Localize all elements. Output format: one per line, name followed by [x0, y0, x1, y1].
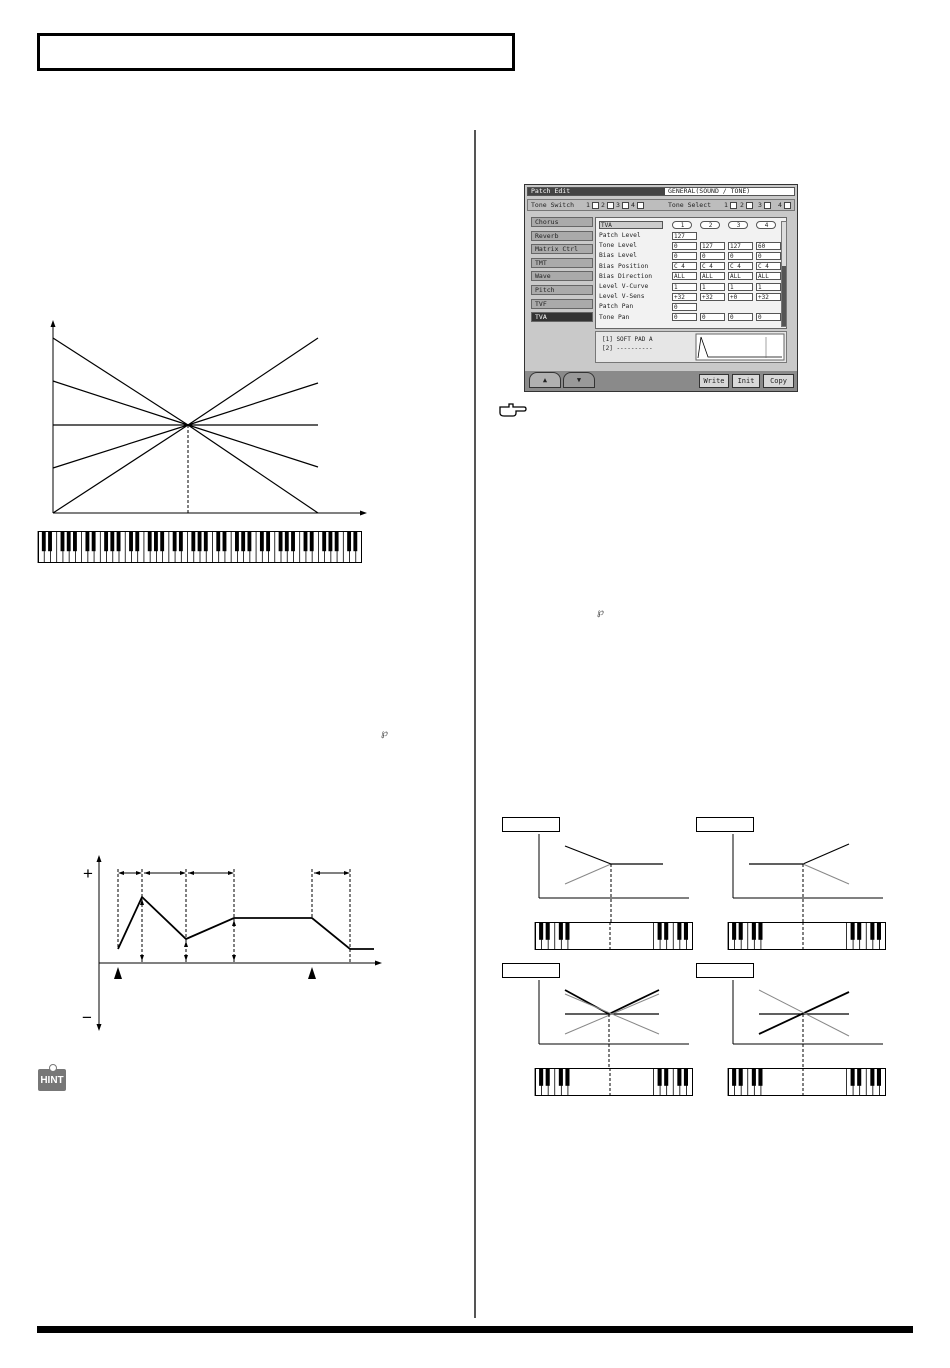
param-value-cell[interactable]: +32: [672, 293, 697, 301]
curve-label-box-4: [696, 963, 754, 978]
lcd-bottom-area: [595, 331, 787, 363]
param-value-cell[interactable]: 1: [756, 283, 781, 291]
param-label: Tone Level: [599, 242, 637, 250]
keyboard-strip: [38, 531, 362, 563]
tone-switch-3-checkbox[interactable]: [622, 202, 629, 209]
mini-keyboard-2: [728, 922, 886, 950]
param-value-cell[interactable]: 0: [672, 242, 697, 250]
sidebar-item-pitch[interactable]: Pitch: [531, 285, 593, 295]
panel-tab-3[interactable]: 3: [728, 221, 748, 229]
curve-label-box-1: [502, 817, 560, 832]
fan-line-right: [188, 425, 318, 467]
param-label: Bias Direction: [599, 272, 653, 280]
panel-title: TVA: [599, 221, 663, 229]
bottom-line-1: [1] SOFT PAD A: [602, 336, 653, 343]
param-value-cell[interactable]: 60: [756, 242, 781, 250]
param-label: Bias Position: [599, 262, 649, 270]
tone-switch-row: Tone Switch 1 2 3 4 Tone Select 1 2 3 4: [527, 199, 795, 211]
lcd-sidebar: [531, 217, 593, 326]
param-value-cell[interactable]: 0: [728, 252, 753, 260]
sidebar-item-tva[interactable]: TVA: [531, 312, 593, 322]
param-label: Level V-Sens: [599, 293, 645, 301]
param-value-cell[interactable]: C 4: [672, 262, 697, 270]
init-button[interactable]: Init: [732, 374, 760, 388]
sidebar-item-chorus[interactable]: Chorus: [531, 217, 593, 227]
panel-tab-2[interactable]: 2: [700, 221, 720, 229]
fan-line-left: [53, 425, 188, 468]
mini-keyboard-4: [728, 1068, 886, 1096]
param-value-cell[interactable]: 0: [672, 313, 697, 321]
param-value-cell[interactable]: 0: [756, 313, 781, 321]
lcd-param-panel: [595, 217, 787, 329]
key-follow-diagram: [40, 318, 370, 518]
fan-line-right: [188, 338, 318, 425]
minus-label: −: [82, 1008, 92, 1027]
tone-switch-1-checkbox[interactable]: [592, 202, 599, 209]
tab-down[interactable]: ▼: [563, 372, 595, 388]
param-value-cell[interactable]: 0: [700, 313, 725, 321]
param-value-cell[interactable]: +0: [728, 293, 753, 301]
tone-switch-2-checkbox[interactable]: [607, 202, 614, 209]
lcd-titlebar: [527, 187, 795, 196]
envelope-diagram: [78, 855, 388, 1035]
param-value-cell[interactable]: 0: [728, 313, 753, 321]
tone-select-4-checkbox[interactable]: [784, 202, 791, 209]
param-label: Tone Pan: [599, 313, 630, 321]
column-divider: [474, 130, 476, 1318]
param-value-cell[interactable]: 0: [672, 252, 697, 260]
curve-label-box-2: [696, 817, 754, 832]
tone-select-label: Tone Select: [668, 201, 712, 209]
param-value-cell[interactable]: +32: [700, 293, 725, 301]
mini-keyboard-3: [535, 1068, 693, 1096]
param-value-cell[interactable]: ALL: [672, 272, 697, 280]
param-value-cell[interactable]: 0: [672, 303, 697, 311]
param-label: Patch Pan: [599, 303, 634, 311]
lcd-screenshot: [524, 184, 798, 392]
param-value-cell[interactable]: C 4: [728, 262, 753, 270]
tone-select-3-checkbox[interactable]: [764, 202, 771, 209]
sidebar-item-matrix-ctrl[interactable]: Matrix Ctrl: [531, 244, 593, 254]
tab-up[interactable]: ▲: [529, 372, 561, 388]
pointing-hand-icon: [498, 402, 528, 418]
plus-label: +: [83, 864, 93, 883]
param-value-cell[interactable]: 127: [672, 232, 697, 240]
mini-keyboard-1: [535, 922, 693, 950]
write-button[interactable]: Write: [699, 374, 729, 388]
lcd-title: Patch Edit: [528, 188, 665, 195]
lcd-scrollbar[interactable]: [781, 221, 787, 327]
envelope-preview-icon: [696, 334, 784, 360]
tone-switch-label: Tone Switch: [531, 201, 575, 209]
sidebar-item-tmt[interactable]: TMT: [531, 258, 593, 268]
param-value-cell[interactable]: +32: [756, 293, 781, 301]
note-glyph: ℘: [381, 728, 388, 739]
tone-select-2-checkbox[interactable]: [746, 202, 753, 209]
sidebar-item-tvf[interactable]: TVF: [531, 299, 593, 309]
tone-switch-4-checkbox[interactable]: [637, 202, 644, 209]
param-value-cell[interactable]: 127: [728, 242, 753, 250]
param-value-cell[interactable]: 1: [672, 283, 697, 291]
param-value-cell[interactable]: 0: [700, 252, 725, 260]
param-label: Level V-Curve: [599, 283, 649, 290]
sidebar-item-reverb[interactable]: Reverb: [531, 231, 593, 241]
fan-line-left: [53, 338, 188, 425]
lcd-button-bar: [525, 371, 797, 391]
bottom-line-2: [2] ----------: [602, 345, 653, 352]
hint-icon: HINT: [38, 1069, 66, 1091]
param-value-cell[interactable]: ALL: [756, 272, 781, 280]
curve-label-box-3: [502, 963, 560, 978]
param-value-cell[interactable]: C 4: [700, 262, 725, 270]
panel-tab-4[interactable]: 4: [756, 221, 776, 229]
copy-button[interactable]: Copy: [763, 374, 794, 388]
lcd-title-right: GENERAL(SOUND / TONE): [668, 187, 751, 195]
param-value-cell[interactable]: ALL: [728, 272, 753, 280]
param-label: Bias Level: [599, 252, 637, 260]
footer-rule: [37, 1326, 913, 1333]
param-label: Patch Level: [599, 232, 641, 239]
param-value-cell[interactable]: 0: [756, 252, 781, 260]
fan-line-right: [188, 425, 318, 513]
note-glyph-right: ℘: [597, 607, 604, 618]
tone-select-1-checkbox[interactable]: [730, 202, 737, 209]
header-box: [37, 33, 515, 71]
param-value-cell[interactable]: ALL: [700, 272, 725, 280]
param-value-cell[interactable]: 1: [728, 283, 753, 291]
param-value-cell[interactable]: 1: [700, 283, 725, 291]
sidebar-item-wave[interactable]: Wave: [531, 271, 593, 281]
fan-line-right: [188, 383, 318, 425]
param-value-cell[interactable]: 127: [700, 242, 725, 250]
param-value-cell[interactable]: C 4: [756, 262, 781, 270]
panel-tab-1[interactable]: 1: [672, 221, 692, 229]
fan-line-left: [53, 425, 188, 513]
fan-line-left: [53, 381, 188, 425]
